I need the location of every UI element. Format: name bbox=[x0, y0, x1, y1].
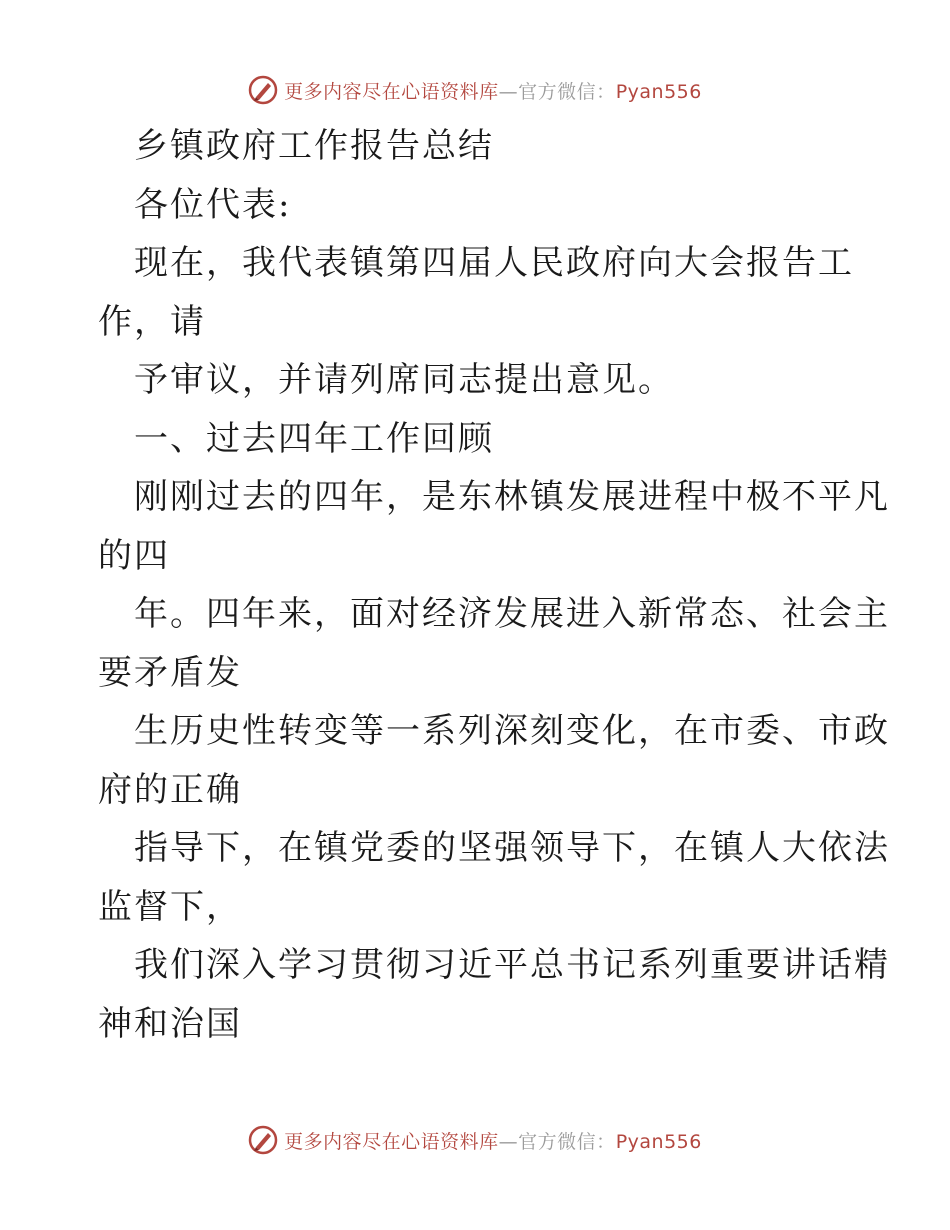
watermark-footer bbox=[0, 1120, 950, 1160]
watermark-text: 更多内容尽在心语资料库—官方微信：Pyan556 bbox=[284, 1130, 702, 1153]
document-title: 乡镇政府工作报告总结 bbox=[134, 126, 494, 166]
paragraph-line: 生历史性转变等一系列深刻变化，在市委、市政 bbox=[134, 711, 890, 751]
pen-logo-icon bbox=[248, 1125, 278, 1155]
paragraph-line: 监督下， bbox=[98, 886, 242, 927]
paragraph-line: 指导下，在镇党委的坚强领导下，在镇人大依法 bbox=[134, 828, 890, 868]
watermark-text: 更多内容尽在心语资料库—官方微信：Pyan556 bbox=[284, 80, 702, 103]
paragraph-line: 府的正确 bbox=[98, 769, 242, 810]
document-body bbox=[98, 117, 890, 1053]
watermark-header bbox=[0, 70, 950, 110]
pen-logo-icon bbox=[248, 75, 278, 105]
paragraph-line: 我们深入学习贯彻习近平总书记系列重要讲话精 bbox=[134, 945, 890, 985]
paragraph-line: 予审议，并请列席同志提出意见。 bbox=[134, 360, 674, 400]
paragraph-line: 神和治国 bbox=[98, 1003, 242, 1044]
section-heading: 一、过去四年工作回顾 bbox=[134, 418, 494, 459]
paragraph-line: 刚刚过去的四年，是东林镇发展进程中极不平凡 bbox=[134, 477, 890, 517]
salutation: 各位代表: bbox=[134, 184, 292, 225]
paragraph-line: 现在，我代表镇第四届人民政府向大会报告工 bbox=[134, 243, 854, 283]
paragraph-line: 要矛盾发 bbox=[98, 652, 242, 693]
paragraph-line: 作，请 bbox=[98, 301, 206, 342]
paragraph-line: 的四 bbox=[98, 535, 170, 576]
paragraph-line: 年。四年来，面对经济发展进入新常态、社会主 bbox=[134, 594, 890, 634]
